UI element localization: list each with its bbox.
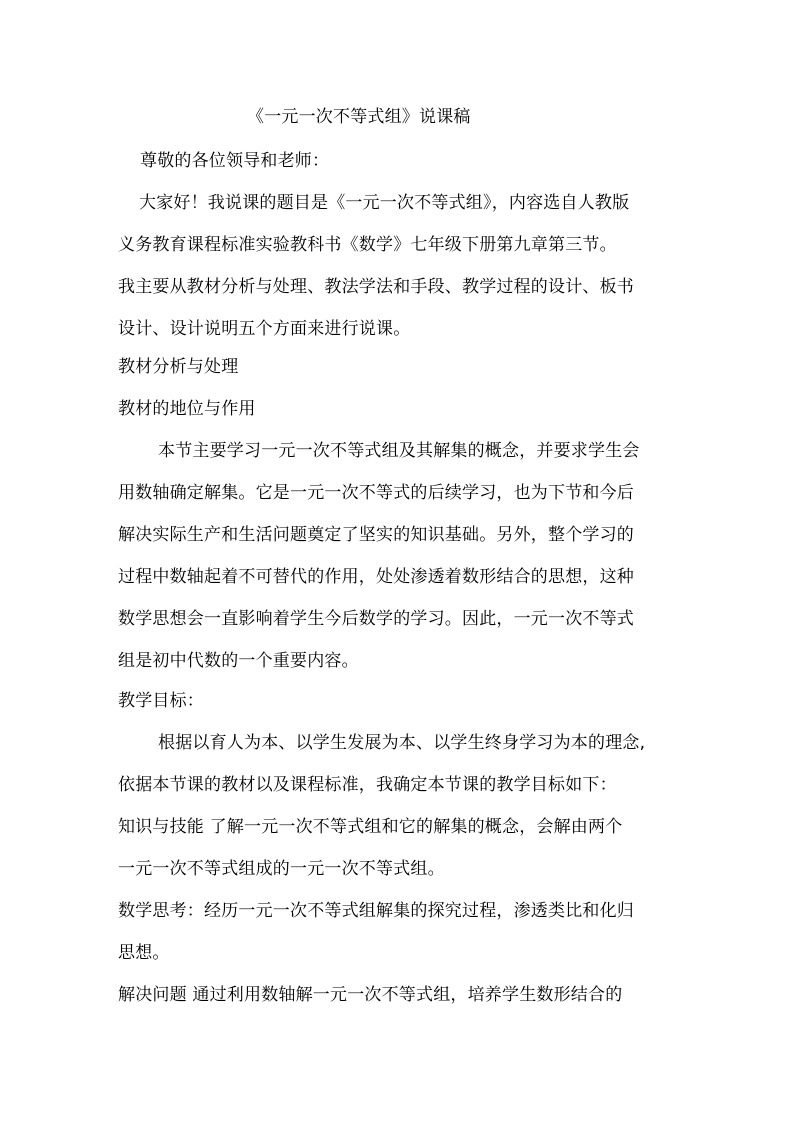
intro-line: 我主要从教材分析与处理、教法学法和手段、教学过程的设计、板书 xyxy=(118,277,634,297)
intro-line: 设计、设计说明五个方面来进行说课。 xyxy=(118,319,411,339)
goal-thinking-line: 思想。 xyxy=(118,943,170,963)
intro-line: 义务教育课程标准实验教科书《数学》七年级下册第九章第三节。 xyxy=(118,235,617,255)
role-paragraph-line: 用数轴确定解集。它是一元一次不等式的后续学习，也为下节和今后 xyxy=(118,483,634,503)
role-paragraph-line: 过程中数轴起着不可替代的作用，处处渗透着数形结合的思想，这种 xyxy=(118,567,634,587)
role-paragraph-line: 解决实际生产和生活问题奠定了坚实的知识基础。另外，整个学习的 xyxy=(118,525,634,545)
intro-line: 大家好！我说课的题目是《一元一次不等式组》，内容选自人教版 xyxy=(139,193,630,213)
goal-thinking-line: 数学思考：经历一元一次不等式组解集的探究过程，渗透类比和化归 xyxy=(118,901,634,921)
goals-heading: 教学目标： xyxy=(118,691,204,711)
role-paragraph-line: 组是初中代数的一个重要内容。 xyxy=(118,651,359,671)
role-paragraph-line: 数学思想会一直影响着学生今后数学的学习。因此，一元一次不等式 xyxy=(118,609,634,629)
greeting: 尊敬的各位领导和老师： xyxy=(140,151,330,171)
role-paragraph-line: 本节主要学习一元一次不等式组及其解集的概念，并要求学生会 xyxy=(158,441,640,461)
section-heading: 教材分析与处理 xyxy=(118,357,239,377)
goal-knowledge-line: 知识与技能 了解一元一次不等式组和它的解集的概念，会解由两个 xyxy=(118,817,623,837)
goals-intro-line: 根据以育人为本、以学生发展为本、以学生终身学习为本的理念, xyxy=(158,733,646,753)
goal-problem-line: 解决问题 通过利用数轴解一元一次不等式组，培养学生数形结合的 xyxy=(118,985,623,1005)
goals-intro-line: 依据本节课的教材以及课程标准，我确定本节课的教学目标如下： xyxy=(118,775,617,795)
goal-knowledge-line: 一元一次不等式组成的一元一次不等式组。 xyxy=(118,859,445,879)
document-title: 《一元一次不等式组》说课稿 xyxy=(247,107,471,127)
subsection-heading: 教材的地位与作用 xyxy=(118,399,256,419)
